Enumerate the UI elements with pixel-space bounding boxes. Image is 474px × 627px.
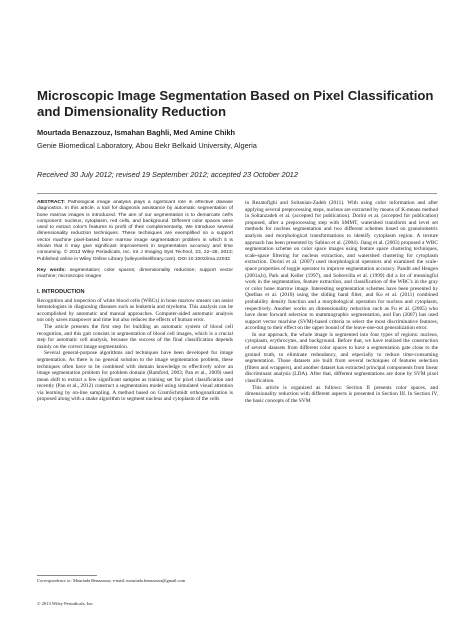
header-divider [37,193,437,194]
footnote-text: Mourtada Benazzouz; e-mail: mourtada.benazzouz@gmail.com [72,578,186,583]
submission-dates: Received 30 July 2012; revised 19 September 2012; accepted 23 October 2012 [37,170,298,179]
abstract-label: ABSTRACT: [37,200,65,205]
intro-paragraph: Recognition and inspection of white blood cells (WBCs) in bone marrow smears can assist hematologists in diagnosing diseases such as leukemia and myeloma. This analysis can be accomplished by automatic and manual approaches. Computer-aided automatic analysis not only saves manpower and time but also reduces the effects of human error. [37,297,233,324]
footnote-divider [37,575,97,576]
intro-paragraph: In our approach, the whole image is segmented into four types of regions: nucleus, cytoplasm, erythrocytes, and background. Before that, we have realized the construction of several datasets from different color spaces to have a segmentation gate close to the ground truth, to eliminate redundancy, and especially to reduce time-consuming segmentation. Those datasets are built from several techniques of features selection (filters and wrappers), and another dataset has extracted principal components from linear discriminant analysis (LDA). After that, different segmentations are done by SVM pixel classification. [245,331,438,385]
footnote-label: Correspondence to: [37,578,72,583]
affiliation: Genie Biomedical Laboratory, Abou Bekr Belkaid University, Algeria [37,141,257,150]
keywords-text: segmentation; color spaces; dimensionality reduction; support vector machine; microscopic images [37,267,233,280]
left-column [37,200,233,403]
right-column [245,200,438,404]
intro-paragraph: This article is organized as follows: Section II presents color spaces, and dimensionality reduction with different aspects is presented in Section III. In Section IV, the basic concepts of the SVM [245,384,438,404]
abstract [37,200,233,263]
keywords-label: Key words: [37,267,66,273]
paper-title: Microscopic Image Segmentation Based on Pixel Classification and Dimensionality Reduction [37,88,434,119]
author-list: Mourtada Benazzouz, Ismahan Baghli, Med Amine Chikh [37,128,236,137]
intro-paragraph: Several general-purpose algorithms and techniques have been developed for image segmentation. As there is no general solution to the image segmentation problem, these techniques often have to be combined with domain knowledge to effectively solve an image segmentation problem for problem domain (Bamford, 2003; Pan et al., 2009) used mean shift to extract a few significant samples as training set for pixel classification and recently (Pan et al., 2012) construct a segmentation model using simulated visual attention via learning by on-line sampling. A method based on GramSchmidt orthogonalization is proposed along with a snake algorithm to segment nucleus and cytoplasm of the cells [37,350,233,403]
correspondence-footnote [37,578,237,583]
intro-paragraph: The article presents the first step for building an automatic system of blood cell recognition, and this gait consists in segmentation of blood cell images, which is a crucial step for automatic cell analysis, because the success of the final classification depends mainly on the correct image segmentation. [37,323,233,350]
keywords [37,268,233,281]
abstract-text: Pathological image analysis plays a significant role in effective disease diagnostics. In this article, a tool for diagnosis assistance by automatic segmentation of bone marrow images is introduced. The aim of our segmentation is to demarcate cell's component: nucleus, cytoplasm, red cells, and background. Different color spaces were used to extract color's features to profit of their complementarity. We introduce several dimensionality reduction techniques. These techniques are exemplified on a support vector machine pixel-based bone marrow image segmentation problem in which it is shown that it may give significant improvement in segmentation accuracy and time consuming. © 2013 Wiley Periodicals, Inc. Int J Imaging Syst Technol, 23, 22–28, 2013; Published online in Wiley Online Library (wileyonlinelibrary.com). DOI 10.1002/ima.22032 [37,200,233,262]
copyright-notice: © 2013 Wiley Periodicals, Inc. [37,601,94,606]
intro-paragraph: in Rezatofighi and Soltanian-Zadeh (2011). With using color information and after applying several preprocessing steps, nucleus are extracted by means of K-means method in Soltanzadeh et al. (accepted for publication). Dorini et al. (accepted for publication) proposed, after a preprocessing step with SMMT, watershed transform and level set methods for nucleus segmentation and two different schemes based on granulometric analysis and morphological transformations to identify cytoplasm region. A texture approach has been presented by Sabino et al. (2004). Jiang et al. (2003) proposed a WBC segmentation scheme on color space images using feature space clustering techniques, scale-space filtering for nucleus extraction, and watershed clustering for cytoplasm extraction. Dorini et al. (2007) used morphological operators and examined the scale-space properties of toggle operator to improve segmentation accuracy. Pandit and Hengen (2001a,b), Park and Keller (1997), and Sobrevilla et al. (1999) did a lot of meaningful work in the segmentation, feature extraction, and classification of the WBC's in the gray or color bone marrow image. Interesting segmentation schemes have been presented by Quelhas et al. (2010) using the sliding band filter, and Ko et al. (2011) combined probability density function and a morphological operation for nucleus and cytoplasm, respectively. Another works on dimensionality reduction such as Fu et al. (2005) who have done forward selection to mammographic segmentation, and Fan (2007) has used support vector machine (SVM)-based criteria to select the most discriminative features, according to their effect on the upper bound of the leave-one-out generalization error. [245,200,438,332]
section-heading: I. INTRODUCTION [37,288,85,295]
